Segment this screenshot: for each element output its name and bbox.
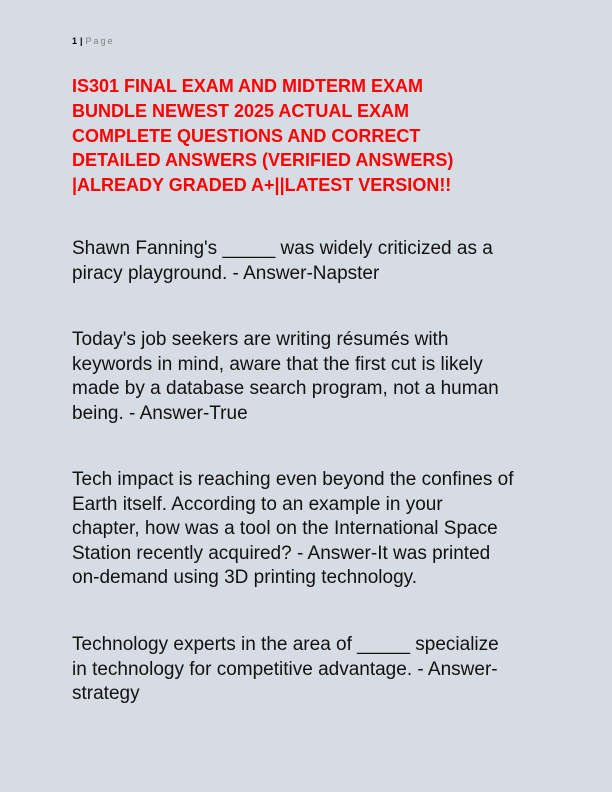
question-answer-4 (72, 633, 542, 707)
title-line: COMPLETE QUESTIONS AND CORRECT (72, 125, 421, 146)
qa-line: Earth itself. According to an example in your (72, 493, 443, 515)
title-line: IS301 FINAL EXAM AND MIDTERM EXAM (72, 76, 424, 96)
question-answer-3 (72, 468, 542, 591)
qa-line: piracy playground. - Answer-Napster (72, 262, 380, 284)
qa-line: Today's job seekers are writing résumés with (72, 329, 449, 350)
qa-line: Station recently acquired? - Answer-It was printed (72, 542, 491, 564)
title-line: |ALREADY GRADED A+||LATEST VERSION!! (72, 175, 452, 196)
question-answer-1 (72, 237, 542, 286)
qa-line: Shawn Fanning's _____ was widely criticized as a (72, 238, 493, 259)
qa-line: in technology for competitive advantage. - Answer- (72, 658, 498, 680)
title-line: BUNDLE NEWEST 2025 ACTUAL EXAM (72, 100, 410, 121)
qa-line: keywords in mind, aware that the first cut is likely (72, 353, 483, 375)
qa-line: on-demand using 3D printing technology. (72, 567, 418, 588)
title-line: DETAILED ANSWERS (VERIFIED ANSWERS) (72, 150, 454, 171)
page-number: 1 (72, 36, 78, 46)
page-header (72, 36, 115, 46)
qa-line: made by a database search program, not a human (72, 378, 499, 399)
document-title (72, 74, 532, 198)
qa-line: Tech impact is reaching even beyond the confines of (72, 469, 514, 490)
qa-line: Technology experts in the area of _____ specialize (72, 634, 499, 655)
qa-line: chapter, how was a tool on the International Space (72, 518, 498, 539)
page-separator: | (80, 36, 83, 46)
qa-line: strategy (72, 683, 140, 704)
question-answer-2 (72, 328, 542, 426)
qa-line: being. - Answer-True (72, 402, 248, 424)
page-label: Page (85, 36, 115, 46)
